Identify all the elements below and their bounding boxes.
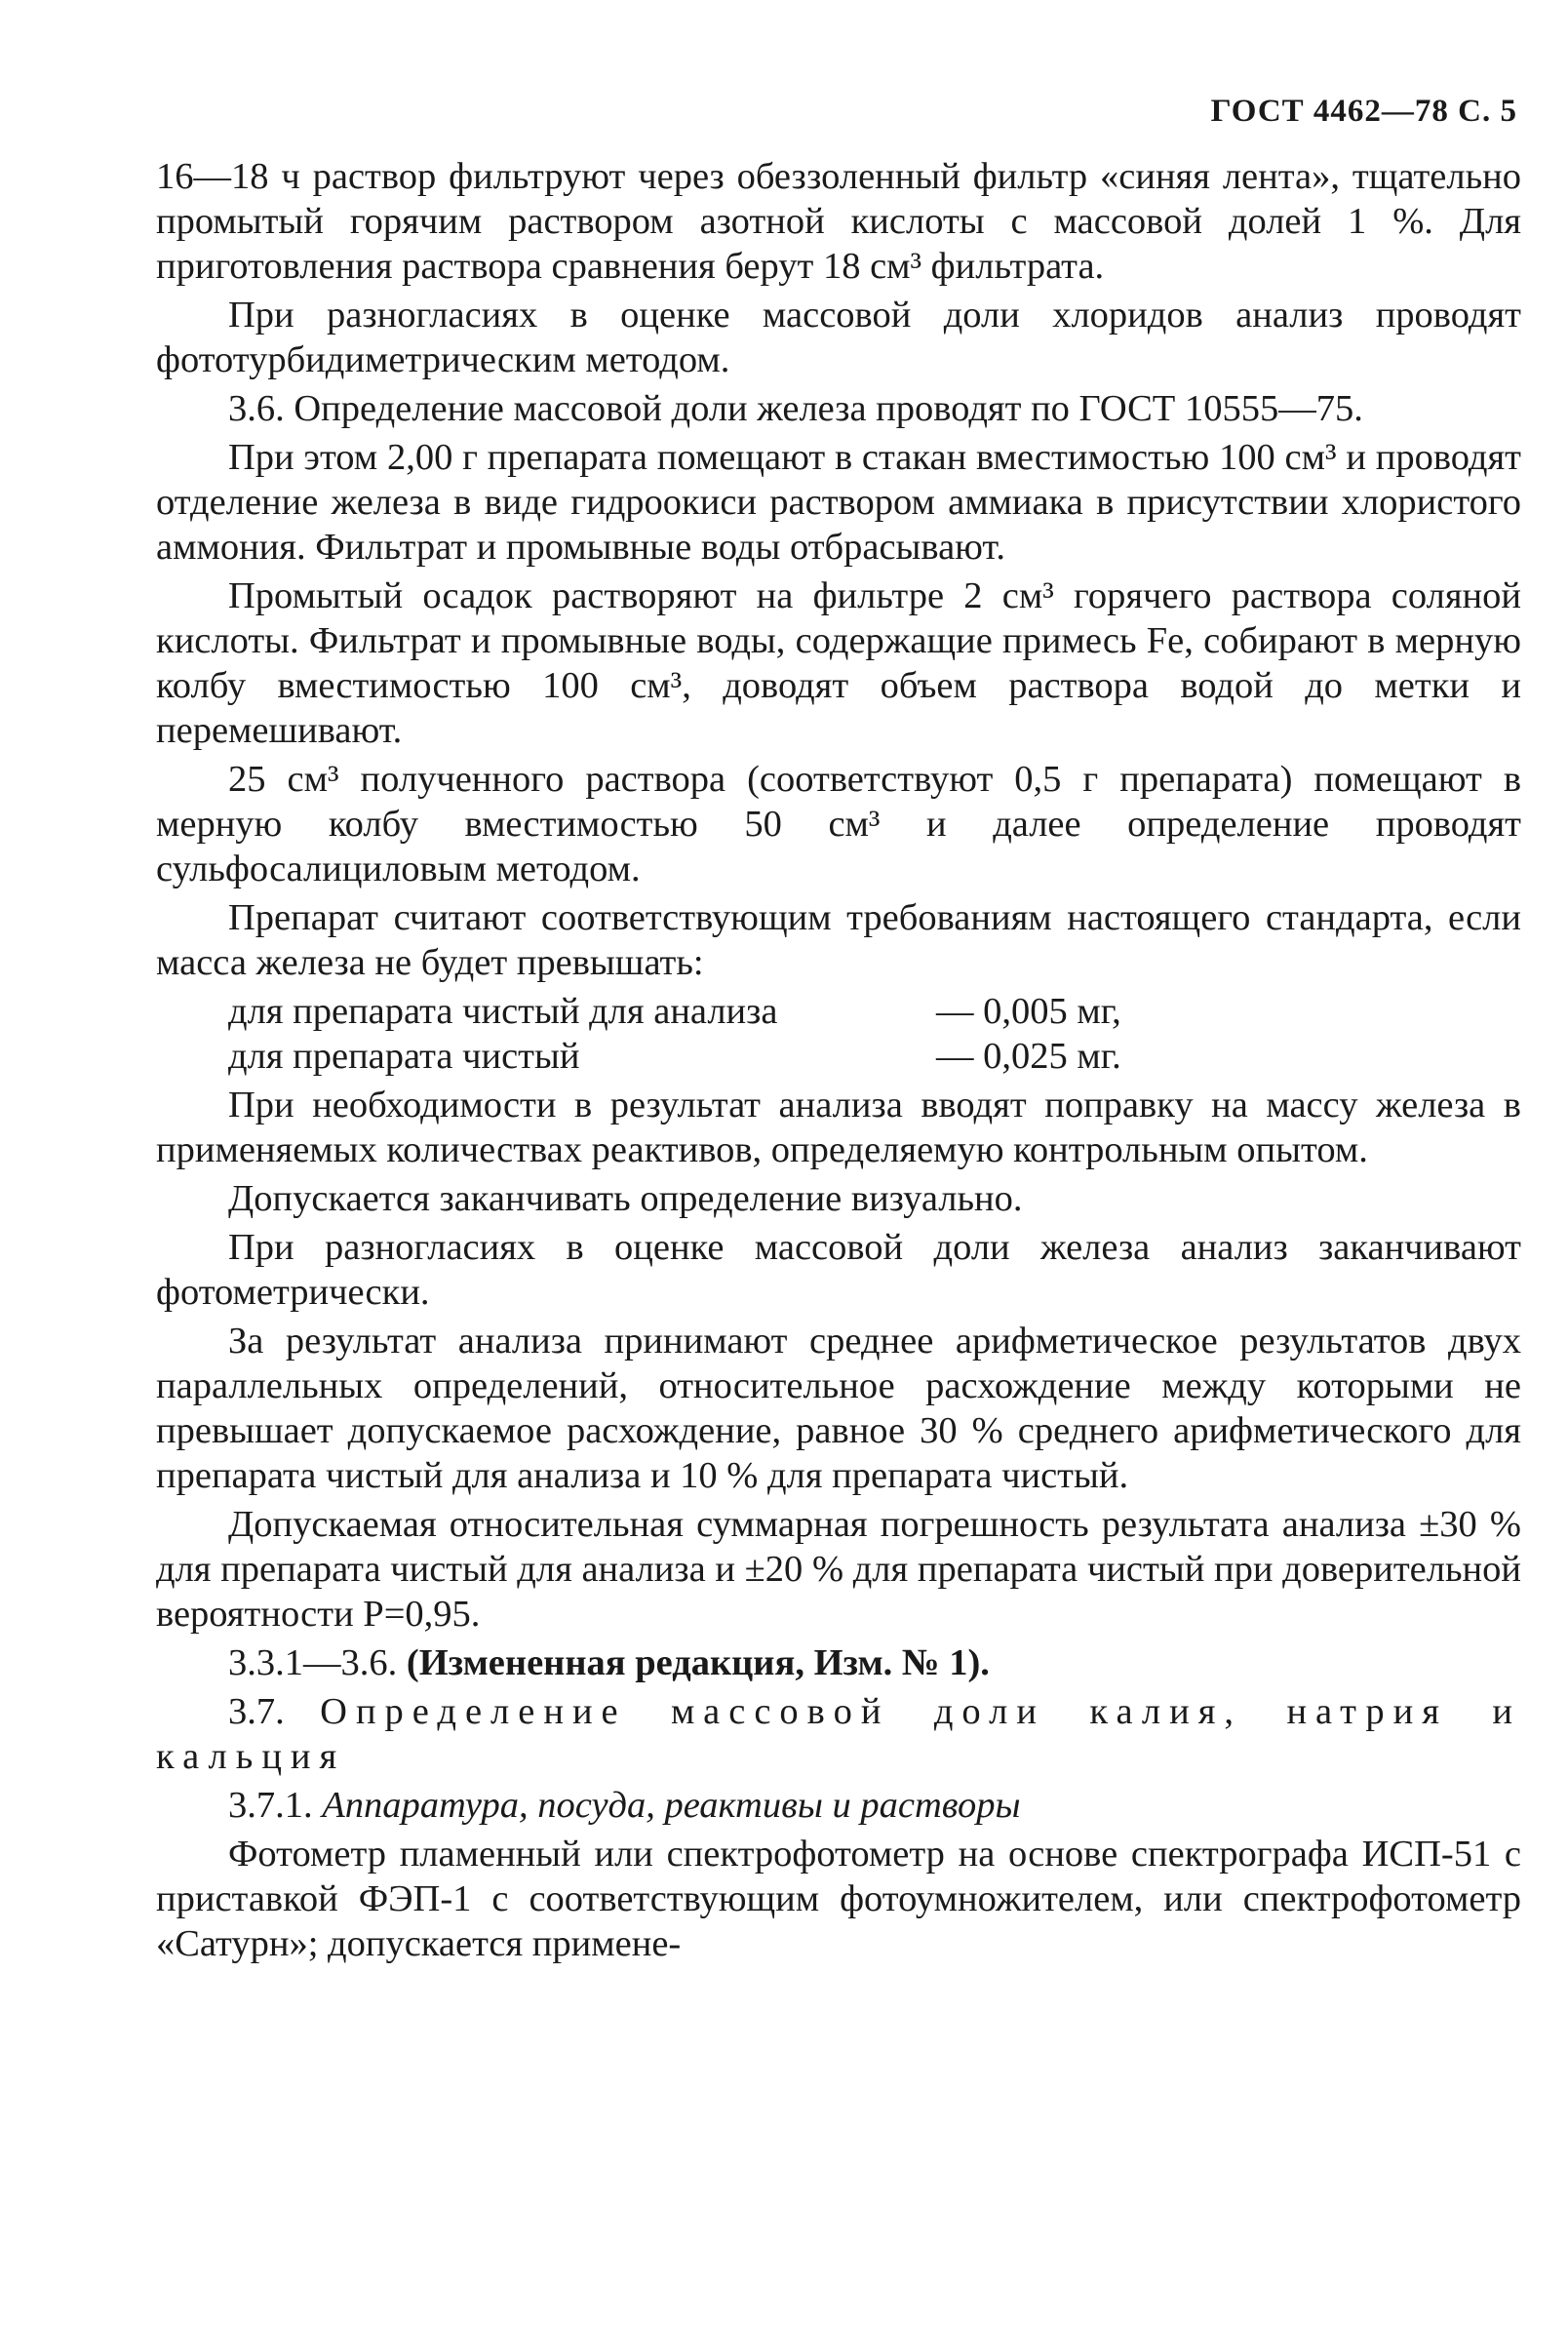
list-item-label: для препарата чистый [228, 1036, 580, 1077]
subsection-title: Аппаратура, посуда, реактивы и растворы [322, 1785, 1021, 1826]
paragraph-11: За результат анализа принимают среднее арифметическое результатов двух параллельных определений, относительное расхождение между которыми не превышает допускаемое расхождение, равное 30 % среднего арифметического для препарата чистый для анализа и 10 % для препарата чистый. [156, 1321, 1521, 1496]
document-body [156, 154, 1521, 1970]
paragraph-16: Фотометр пламенный или спектрофотометр на основе спектрографа ИСП-51 с приставкой ФЭП-1 с соответствующим фотоумножителем, или спектрофотометр «Сатурн»; допускается примене- [156, 1834, 1521, 1964]
paragraph-4: При этом 2,00 г препарата помещают в стакан вместимостью 100 см³ и проводят отделение железа в виде гидроокиси раствором аммиака в присутствии хлористого аммония. Фильтрат и промывные воды отбрасывают. [156, 437, 1521, 568]
paragraph-9: Допускается заканчивать определение визуально. [228, 1178, 1023, 1219]
subsection-number: 3.7.1. [228, 1785, 313, 1826]
paragraph-3: 3.6. Определение массовой доли железа проводят по ГОСТ 10555—75. [228, 388, 1363, 429]
paragraph-6: 25 см³ полученного раствора (соответствуют 0,5 г препарата) помещают в мерную колбу вместимостью 50 см³ и далее определение проводят сульфосалициловым методом. [156, 759, 1521, 889]
running-header: ГОСТ 4462—78 С. 5 [1210, 94, 1517, 129]
amendment-note [156, 1640, 1521, 1685]
list-item [156, 1034, 1521, 1079]
paragraph-5: Промытый осадок растворяют на фильтре 2 см³ горячего раствора соляной кислоты. Фильтрат и промывные воды, содержащие примесь Fe, собирают в мерную колбу вместимостью 100 см³, доводят объем раствора водой до метки и перемешивают. [156, 575, 1521, 751]
section-heading-3-7 [156, 1689, 1521, 1779]
section-number: 3.7. [228, 1691, 285, 1732]
paragraph-8: При необходимости в результат анализа вводят поправку на массу железа в применяемых количествах реактивов, определяемую контрольным опытом. [156, 1085, 1521, 1170]
list-item-label: для препарата чистый для анализа [228, 991, 778, 1032]
subsection-heading-3-7-1 [156, 1783, 1521, 1828]
paragraph-1: 16—18 ч раствор фильтруют через обеззоленный фильтр «синяя лента», тщательно промытый горячим раствором азотной кислоты с массовой долей 1 %. Для приготовления раствора сравнения берут 18 см³ фильтрата. [156, 156, 1521, 287]
paragraph-2: При разногласиях в оценке массовой доли хлоридов анализ проводят фототурбидиметрическим методом. [156, 295, 1521, 380]
list-item [156, 989, 1521, 1034]
list-item-value: — 0,005 мг, [936, 991, 1121, 1032]
list-item-value: — 0,025 мг. [936, 1036, 1121, 1077]
paragraph-12: Допускаемая относительная суммарная погрешность результата анализа ±30 % для препарата чистый для анализа и ±20 % для препарата чистый при доверительной вероятности P=0,95. [156, 1504, 1521, 1635]
amendment-clauses: 3.3.1—3.6. [228, 1642, 398, 1683]
paragraph-7: Препарат считают соответствующим требованиям настоящего стандарта, если масса железа не будет превышать: [156, 897, 1521, 983]
section-title: Определение массовой доли калия, натрия и кальция [156, 1691, 1521, 1777]
paragraph-10: При разногласиях в оценке массовой доли железа анализ заканчивают фотометрически. [156, 1227, 1521, 1313]
amendment-text: (Измененная редакция, Изм. № 1). [406, 1642, 990, 1683]
